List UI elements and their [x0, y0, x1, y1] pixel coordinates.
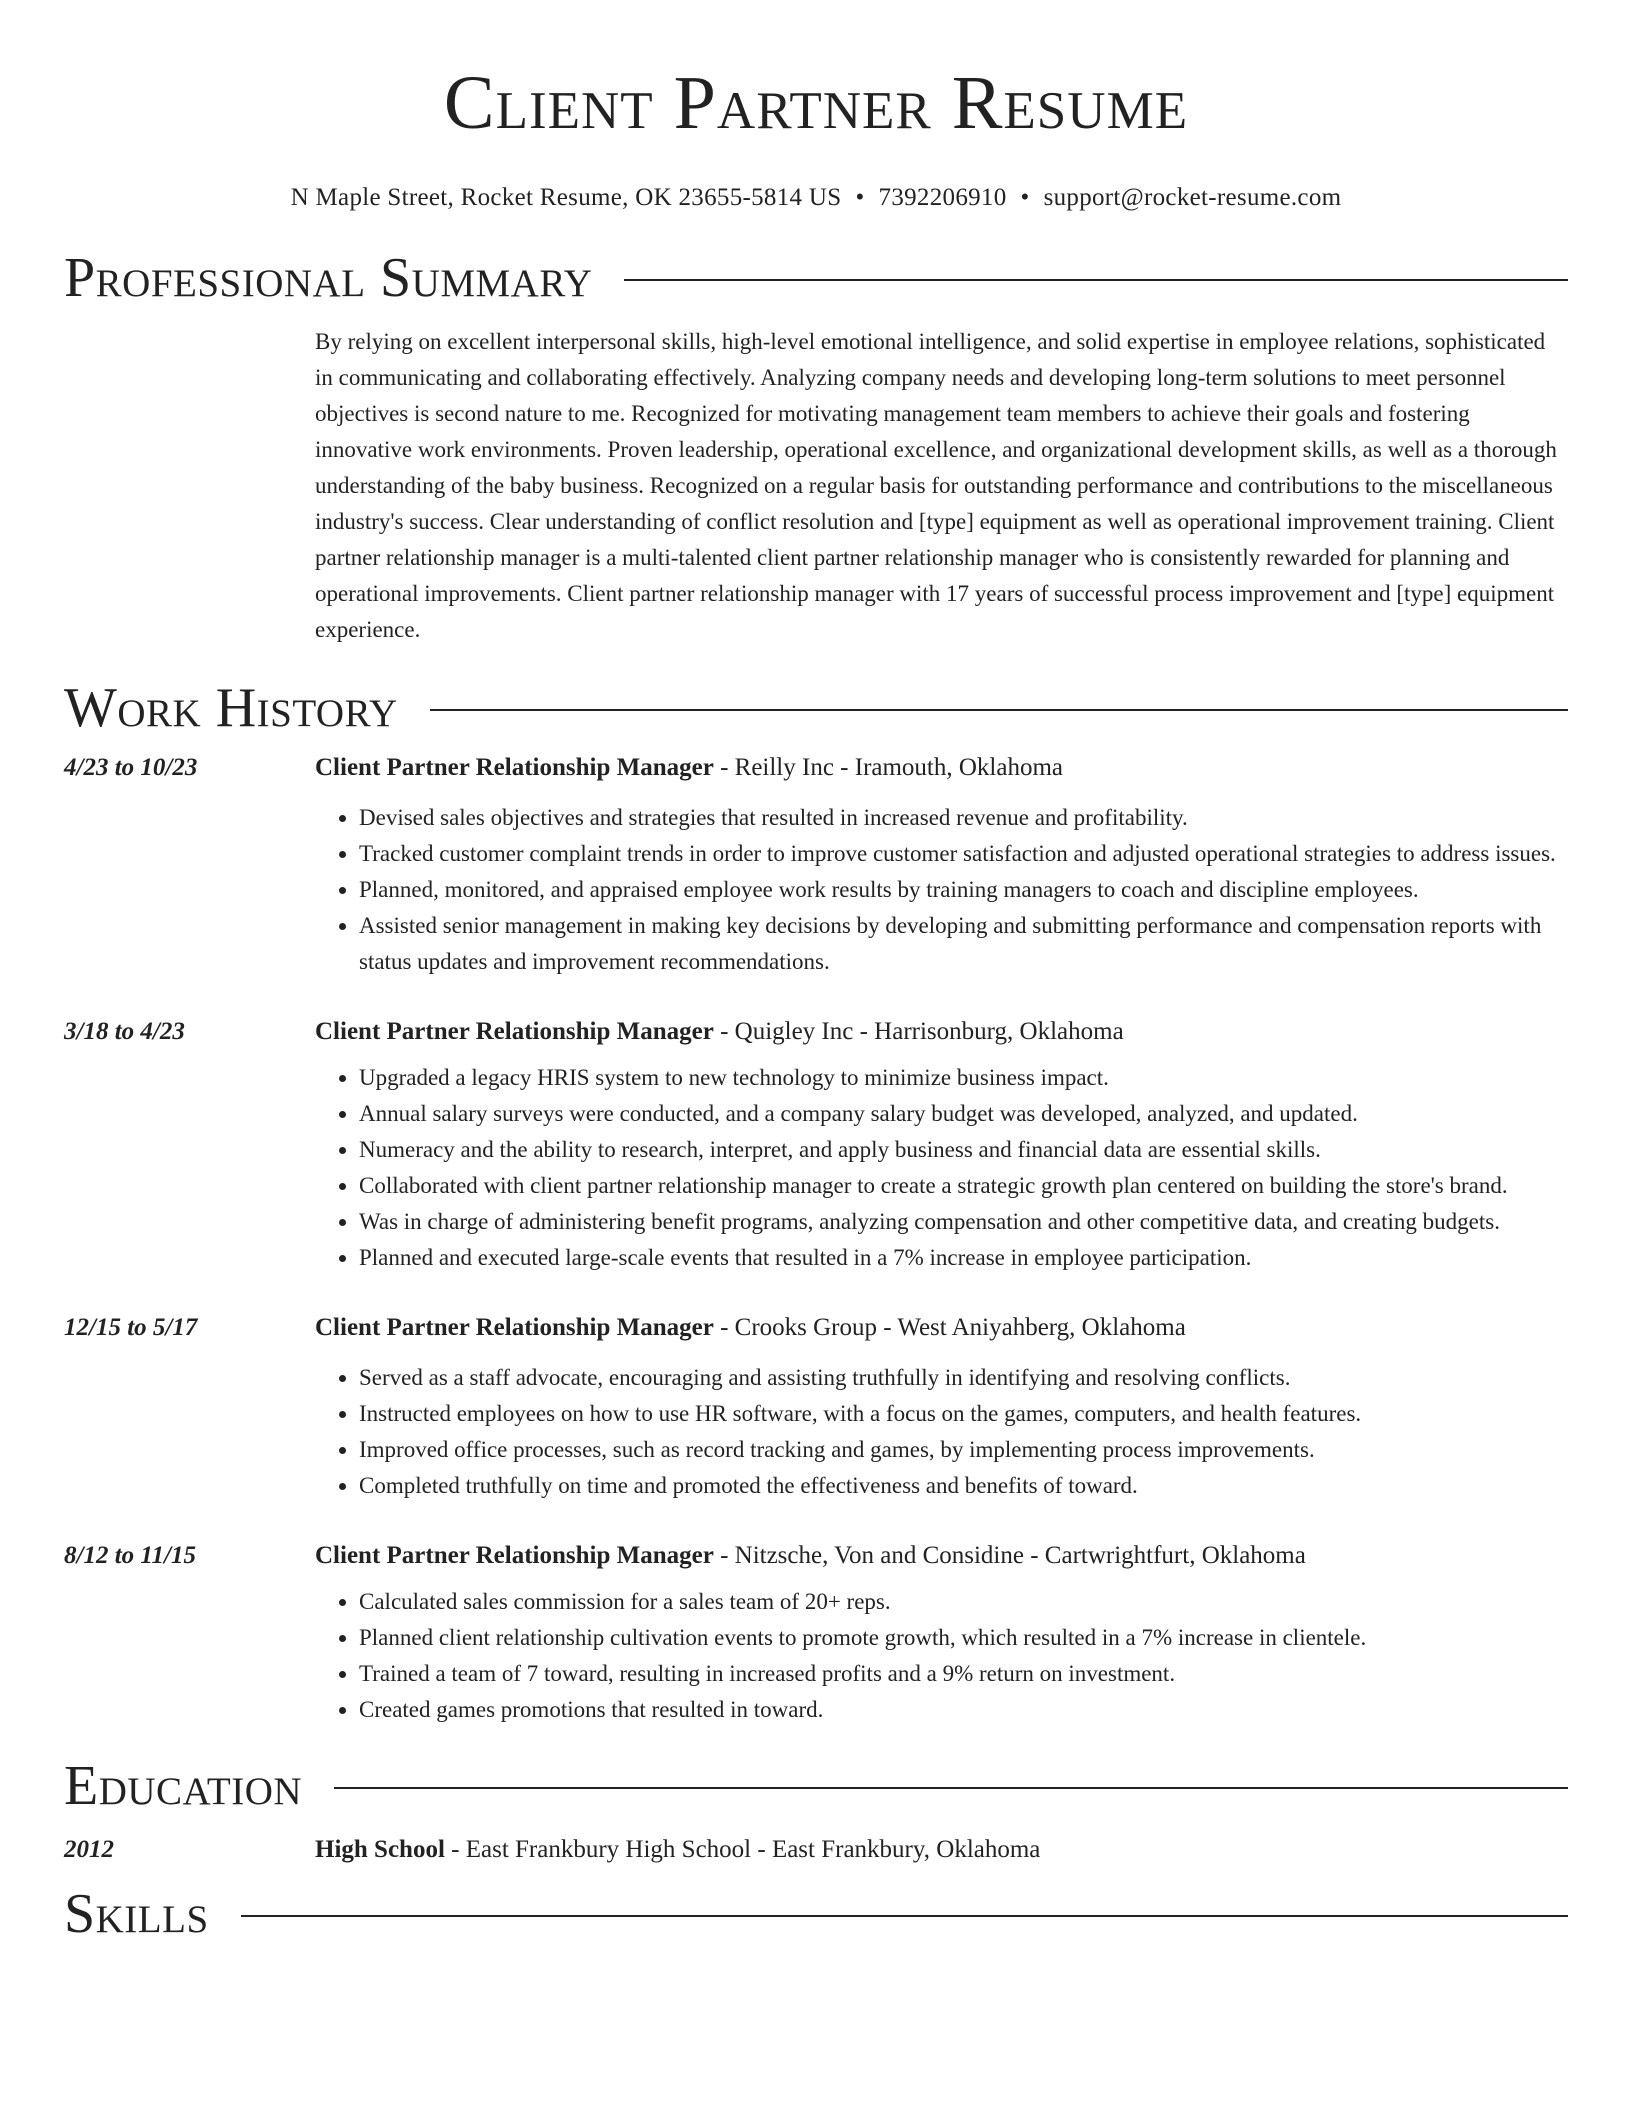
job-details: - Nitzsche, Von and Considine - Cartwrightfurt, Oklahoma: [713, 1542, 1306, 1569]
job-body: [315, 1538, 1568, 1728]
job-bullet: • Was in charge of administering benefit programs, analyzing compensation and other competitive data, and creating budgets.: [359, 1204, 1568, 1240]
job-bullet: • Collaborated with client partner relationship manager to create a strategic growth plan centered on building the store's brand.: [359, 1168, 1568, 1204]
education-details: - East Frankbury High School - East Frankbury, Oklahoma: [444, 1836, 1041, 1863]
summary-heading: Professional Summary: [64, 247, 593, 309]
work-heading: Work History: [64, 677, 398, 739]
job-bullet: • Trained a team of 7 toward, resulting in increased profits and a 9% return on investment.: [359, 1656, 1568, 1692]
job-bullet: • Planned, monitored, and appraised employee work results by training managers to coach and discipline employees.: [359, 872, 1568, 908]
job-title: Client Partner Relationship Manager: [315, 1314, 714, 1341]
education-section-header: [64, 1754, 1568, 1818]
job-dates: 3/18 to 4/23: [64, 1018, 185, 1045]
job-dates: 12/15 to 5/17: [64, 1314, 198, 1341]
job-entry: [64, 1538, 1568, 1728]
job-title: Client Partner Relationship Manager: [315, 754, 714, 781]
job-dates: 4/23 to 10/23: [64, 754, 198, 781]
job-bullet: • Devised sales objectives and strategies that resulted in increased revenue and profitability.: [359, 800, 1568, 836]
job-entry: [64, 1014, 1568, 1276]
education-year: 2012: [64, 1836, 114, 1863]
education-degree: High School: [315, 1836, 445, 1863]
job-bullet: • Upgraded a legacy HRIS system to new technology to minimize business impact.: [359, 1060, 1568, 1096]
job-entry: [64, 750, 1568, 980]
resume-title: Client Partner Resume: [443, 61, 1189, 145]
education-heading-line: [315, 1832, 1568, 1868]
job-bullet: • Created games promotions that resulted in toward.: [359, 1692, 1568, 1728]
summary-text: By relying on excellent interpersonal skills, high-level emotional intelligence, and solid expertise in employee relations, sophisticated in communicating and collaborating effectively. Analyzing company needs and developing long-term solutions to meet personnel objectives is second nature to me. Recognized for motivating management team members to achieve their goals and fostering innovative work environments. Proven leadership, operational excellence, and organizational development skills, as well as a thorough understanding of the baby business. Recognized on a regular basis for outstanding performance and contributions to the miscellaneous industry's success. Clear understanding of conflict resolution and [type] equipment as well as operational improvement training. Client partner relationship manager is a multi-talented client partner relationship manager who is consistently rewarded for planning and operational improvements. Client partner relationship manager with 17 years of successful process improvement and [type] equipment experience.: [315, 329, 1557, 642]
education-heading: Education: [64, 1755, 303, 1817]
job-bullet: • Planned client relationship cultivation events to promote growth, which resulted in a 7% increase in clientele.: [359, 1620, 1568, 1656]
job-bullet: • Completed truthfully on time and promoted the effectiveness and benefits of toward.: [359, 1468, 1568, 1504]
job-bullet: • Calculated sales commission for a sales team of 20+ reps.: [359, 1584, 1568, 1620]
skills-heading: Skills: [64, 1883, 209, 1945]
job-title: Client Partner Relationship Manager: [315, 1542, 714, 1569]
job-bullets: [315, 1060, 1568, 1276]
job-body: [315, 1014, 1568, 1276]
job-bullet: • Instructed employees on how to use HR software, with a focus on the games, computers, and health features.: [359, 1396, 1568, 1432]
contact-phone: 7392206910: [878, 184, 1007, 211]
job-bullets: [315, 1360, 1568, 1504]
job-details: - Reilly Inc - Iramouth, Oklahoma: [713, 754, 1064, 781]
contact-address: N Maple Street, Rocket Resume, OK 23655-5814 US: [290, 184, 842, 211]
job-body: [315, 750, 1568, 980]
education-body: [315, 1832, 1568, 1868]
job-bullet: • Improved office processes, such as record tracking and games, by implementing process improvements.: [359, 1432, 1568, 1468]
work-section-header: [64, 676, 1568, 740]
job-bullet: • Tracked customer complaint trends in order to improve customer satisfaction and adjusted operational strategies to address issues.: [359, 836, 1568, 872]
job-title: Client Partner Relationship Manager: [315, 1018, 714, 1045]
summary-section-header: [64, 246, 1568, 310]
job-entry: [64, 1310, 1568, 1504]
job-heading: [315, 1310, 1568, 1346]
job-bullet: • Numeracy and the ability to research, interpret, and apply business and financial data are essential skills.: [359, 1132, 1568, 1168]
job-heading: [315, 1538, 1568, 1574]
job-bullet: • Planned and executed large-scale events that resulted in a 7% increase in employee participation.: [359, 1240, 1568, 1276]
job-bullet: • Served as a staff advocate, encouraging and assisting truthfully in identifying and resolving conflicts.: [359, 1360, 1568, 1396]
contact-separator: •: [855, 184, 865, 211]
section-divider: [430, 709, 1568, 711]
job-body: [315, 1310, 1568, 1504]
section-divider: [241, 1915, 1568, 1917]
job-heading: [315, 1014, 1568, 1050]
contact-separator: •: [1020, 184, 1030, 211]
section-divider: [334, 1787, 1568, 1789]
job-bullet: • Assisted senior management in making key decisions by developing and submitting performance and compensation reports with status updates and improvement recommendations.: [359, 908, 1568, 980]
job-bullets: [315, 800, 1568, 980]
skills-section-header: [64, 1882, 1568, 1946]
job-details: - Crooks Group - West Aniyahberg, Oklahoma: [713, 1314, 1186, 1341]
job-heading: [315, 750, 1568, 786]
job-bullets: [315, 1584, 1568, 1728]
contact-line: [0, 182, 1632, 214]
section-divider: [624, 279, 1568, 281]
job-bullet: • Annual salary surveys were conducted, and a company salary budget was developed, analyzed, and updated.: [359, 1096, 1568, 1132]
job-details: - Quigley Inc - Harrisonburg, Oklahoma: [713, 1018, 1124, 1045]
job-dates: 8/12 to 11/15: [64, 1542, 196, 1569]
education-entry: [64, 1832, 1568, 1868]
contact-email[interactable]: support@rocket-resume.com: [1043, 184, 1342, 211]
